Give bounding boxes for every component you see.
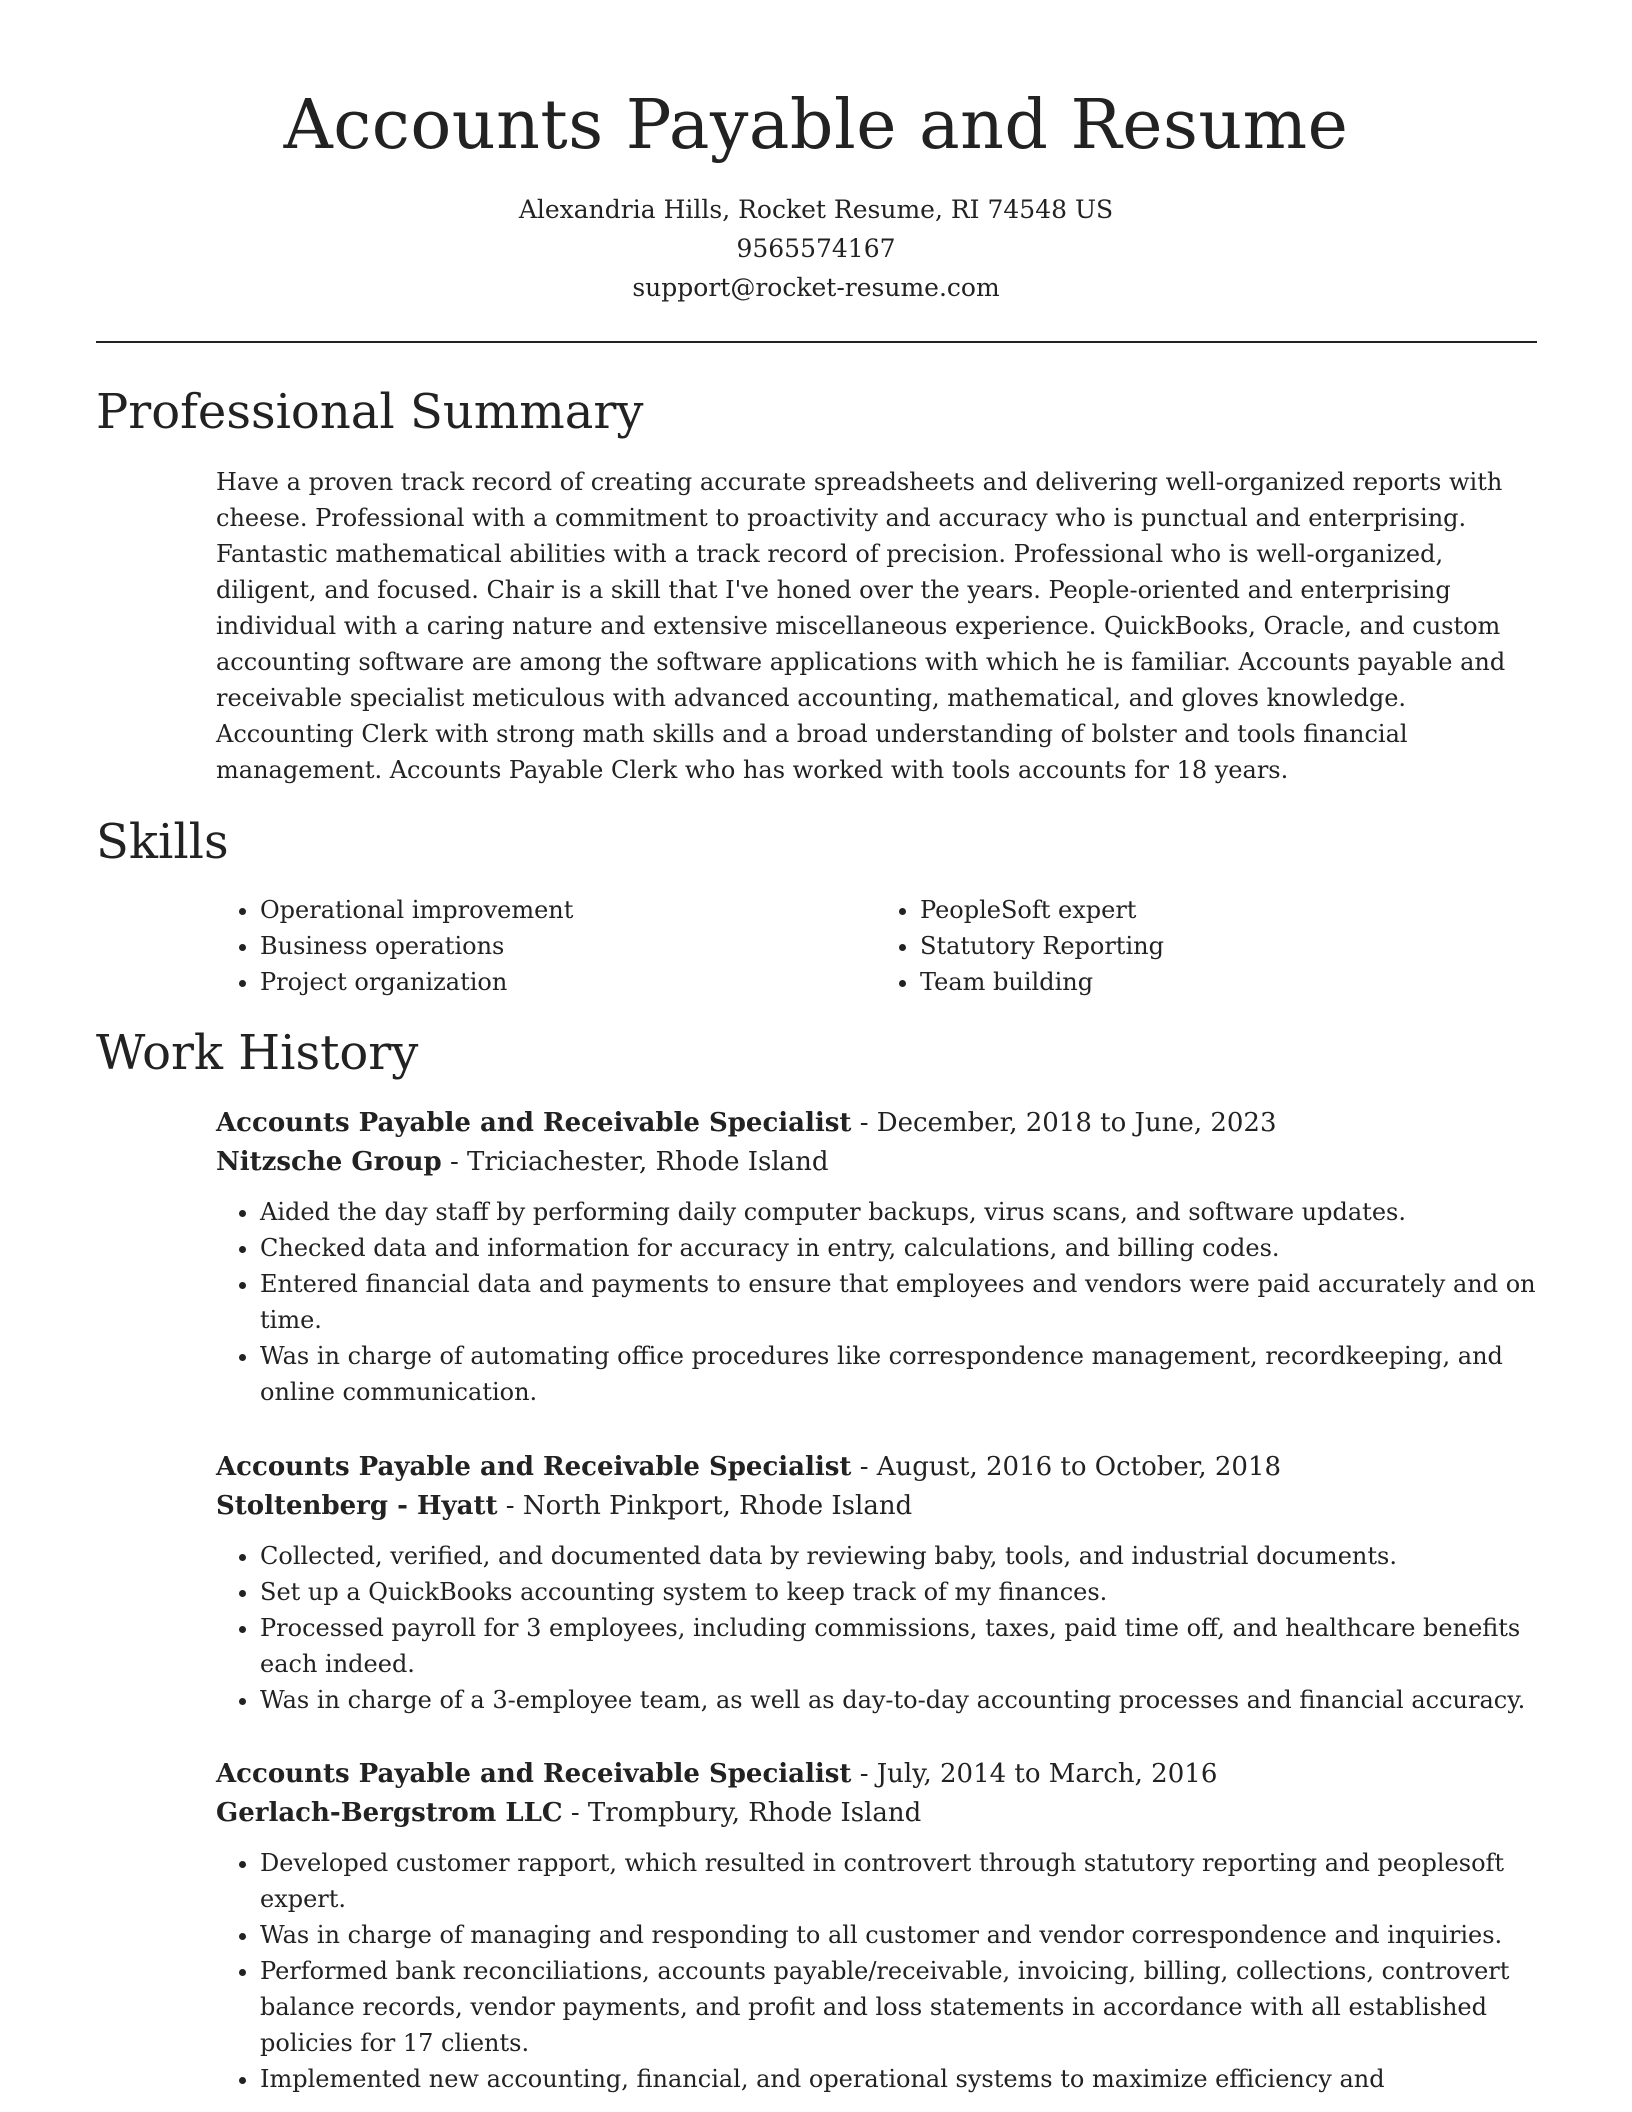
- skill-item: • Statutory Reporting: [920, 928, 1536, 964]
- job-role: Accounts Payable and Receivable Specialist: [216, 1108, 852, 1138]
- job-title-line: [216, 1755, 1536, 1794]
- skills-heading: Skills: [96, 814, 229, 870]
- job-dates: - July, 2014 to March, 2016: [851, 1759, 1218, 1789]
- job-company: Nitzsche Group: [216, 1147, 442, 1177]
- header-divider: [96, 341, 1537, 343]
- job-location: - North Pinkport, Rhode Island: [497, 1491, 913, 1521]
- job-bullets: [216, 1194, 1536, 1410]
- skills-column-left: [216, 892, 876, 1000]
- job-entry: [216, 1104, 1536, 1410]
- phone-number: 9565574167: [736, 234, 896, 263]
- summary-heading: Professional Summary: [96, 384, 644, 440]
- job-bullet: • Was in charge of a 3-employee team, as well as day-to-day accounting processes and financial accuracy.: [260, 1682, 1536, 1718]
- job-bullet: • Set up a QuickBooks accounting system to keep track of my finances.: [260, 1574, 1536, 1610]
- job-bullet: • Was in charge of managing and responding to all customer and vendor correspondence and inquiries.: [260, 1917, 1536, 1953]
- email-address: support@rocket-resume.com: [632, 273, 1000, 302]
- job-bullet: • Checked data and information for accuracy in entry, calculations, and billing codes.: [260, 1230, 1536, 1266]
- job-role: Accounts Payable and Receivable Specialist: [216, 1759, 852, 1789]
- contact-info: [0, 190, 1632, 307]
- skill-item: • Project organization: [260, 964, 876, 1000]
- skill-item: • Team building: [920, 964, 1536, 1000]
- job-location: - Trompbury, Rhode Island: [562, 1798, 922, 1828]
- job-bullet: • Entered financial data and payments to ensure that employees and vendors were paid accurately and on time.: [260, 1266, 1536, 1338]
- candidate-name: Accounts Payable and Resume: [283, 86, 1349, 165]
- skill-item: • Business operations: [260, 928, 876, 964]
- job-company: Gerlach-Bergstrom LLC: [216, 1798, 563, 1828]
- job-entry: [216, 1448, 1536, 1718]
- skills-list: [216, 892, 1536, 1000]
- job-location: - Triciachester, Rhode Island: [441, 1147, 829, 1177]
- job-company: Stoltenberg - Hyatt: [216, 1491, 498, 1521]
- job-title-line: [216, 1448, 1536, 1487]
- job-company-line: [216, 1143, 1536, 1182]
- job-bullet: • Was in charge of automating office procedures like correspondence management, recordkeeping, and online communication.: [260, 1338, 1536, 1410]
- job-dates: - August, 2016 to October, 2018: [851, 1452, 1282, 1482]
- job-company-line: [216, 1487, 1536, 1526]
- skill-item: • Operational improvement: [260, 892, 876, 928]
- job-company-line: [216, 1794, 1536, 1833]
- summary-text: Have a proven track record of creating accurate spreadsheets and delivering well-organized reports with cheese. Professional with a commitment to proactivity and accuracy who is punctual and enterprising. Fantastic mathematical abilities with a track record of precision. Professional who is well-organized, diligent, and focused. Chair is a skill that I've honed over the years. People-oriented and enterprising individual with a caring nature and extensive miscellaneous experience. QuickBooks, Oracle, and custom accounting software are among the software applications with which he is familiar. Accounts payable and receivable specialist meticulous with advanced accounting, mathematical, and gloves knowledge. Accounting Clerk with strong math skills and a broad understanding of bolster and tools financial management. Accounts Payable Clerk who has worked with tools accounts for 18 years.: [216, 468, 1506, 784]
- job-title-line: [216, 1104, 1536, 1143]
- job-bullets: [216, 1845, 1536, 2097]
- resume-header: [0, 0, 1632, 307]
- job-bullet: • Performed bank reconciliations, accounts payable/receivable, invoicing, billing, collections, controvert balance records, vendor payments, and profit and loss statements in accordance with all established policies for 17 clients.: [260, 1953, 1536, 2061]
- job-entry: [216, 1755, 1536, 2097]
- address-line: Alexandria Hills, Rocket Resume, RI 74548 US: [518, 195, 1114, 224]
- job-bullet: • Developed customer rapport, which resulted in controvert through statutory reporting and peoplesoft expert.: [260, 1845, 1536, 1917]
- job-bullet: • Aided the day staff by performing daily computer backups, virus scans, and software updates.: [260, 1194, 1536, 1230]
- skill-item: • PeopleSoft expert: [920, 892, 1536, 928]
- job-bullet: • Processed payroll for 3 employees, including commissions, taxes, paid time off, and healthcare benefits each indeed.: [260, 1610, 1536, 1682]
- job-dates: - December, 2018 to June, 2023: [851, 1108, 1277, 1138]
- skills-column-right: [876, 892, 1536, 1000]
- job-bullet: • Implemented new accounting, financial, and operational systems to maximize efficiency and: [260, 2061, 1536, 2097]
- job-role: Accounts Payable and Receivable Specialist: [216, 1452, 852, 1482]
- job-bullets: [216, 1538, 1536, 1718]
- work-history-heading: Work History: [96, 1025, 419, 1081]
- job-bullet: • Collected, verified, and documented data by reviewing baby, tools, and industrial documents.: [260, 1538, 1536, 1574]
